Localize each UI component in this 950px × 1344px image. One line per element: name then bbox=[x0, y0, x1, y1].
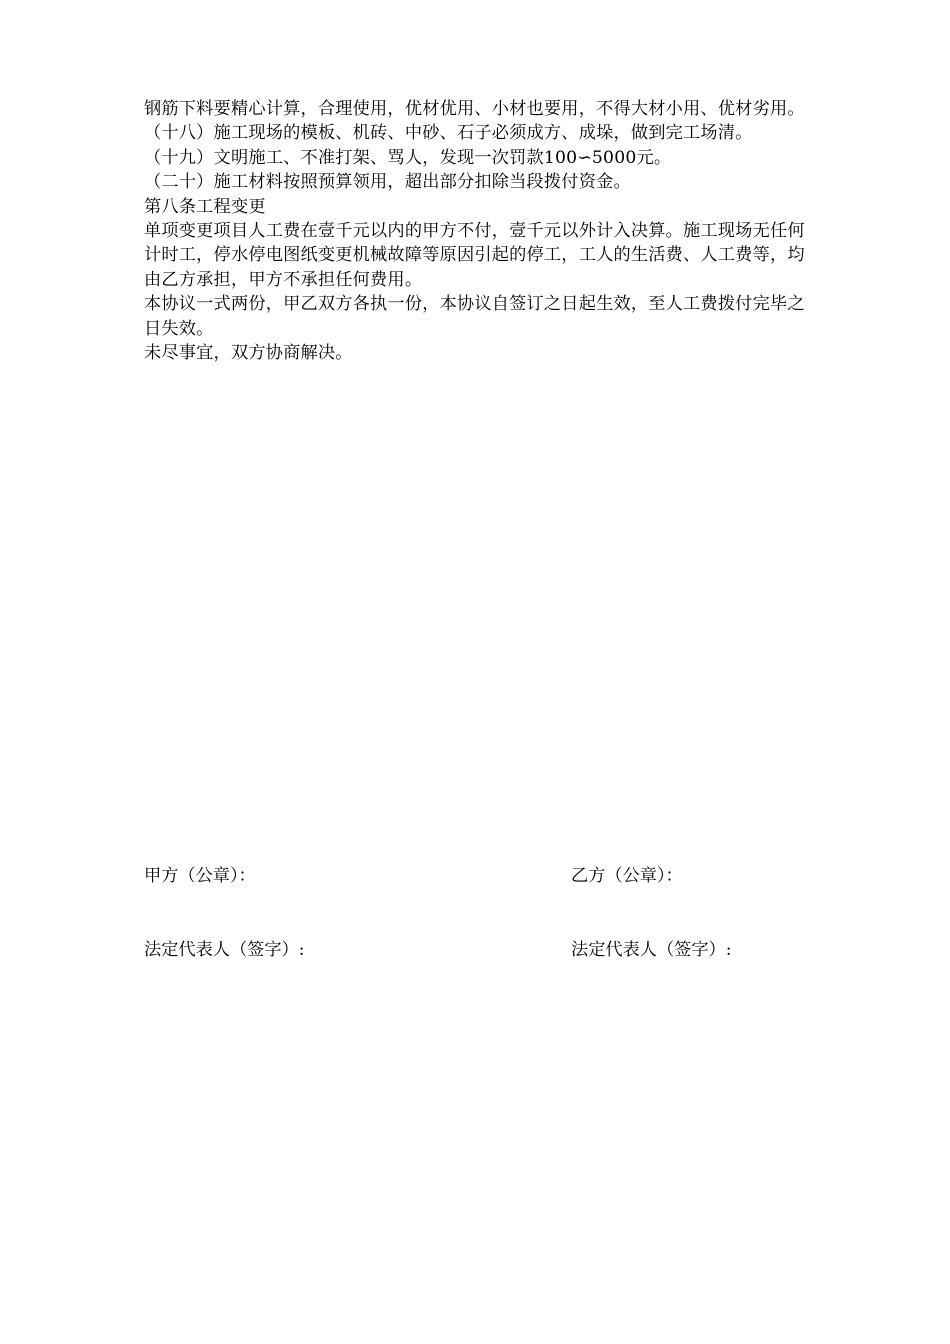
paragraph-clause-19: （十九）文明施工、不准打架、骂人，发现一次罚款100∽5000元。 bbox=[144, 147, 672, 168]
party-a-seal-label: 甲方（公章）： bbox=[144, 866, 256, 886]
party-a-representative-label: 法定代表人（签字）: bbox=[144, 940, 305, 960]
paragraph-clause-20: （二十）施工材料按照预算领用，超出部分扣除当段拨付资金。 bbox=[144, 172, 631, 193]
section-heading-article-8: 第八条工程变更 bbox=[144, 196, 266, 217]
party-b-seal-label: 乙方（公章）： bbox=[571, 866, 683, 886]
contract-body-text bbox=[144, 97, 816, 365]
paragraph-clause-18: （十八）施工现场的模板、机砖、中砂、石子必须成方、成垛，做到完工场清。 bbox=[144, 123, 753, 144]
paragraph-change-cost: 单项变更项目人工费在壹千元以内的甲方不付，壹千元以外计入决算。施工现场无任何计时工，停水停电图纸变更机械故障等原因引起的停工，工人的生活费、人工费等，均由乙方承担，甲方不承担任何费用。 bbox=[144, 221, 805, 290]
paragraph-unresolved-matters: 未尽事宜，双方协商解决。 bbox=[144, 343, 353, 364]
paragraph-agreement-copies: 本协议一式两份，甲乙双方各执一份，本协议自签订之日起生效，至人工费拨付完毕之日失效。 bbox=[144, 294, 805, 339]
paragraph-rebar-usage: 钢筋下料要精心计算，合理使用，优材优用、小材也要用，不得大材小用、优材劣用。 bbox=[144, 99, 805, 119]
party-b-representative-label: 法定代表人（签字）: bbox=[571, 940, 732, 960]
